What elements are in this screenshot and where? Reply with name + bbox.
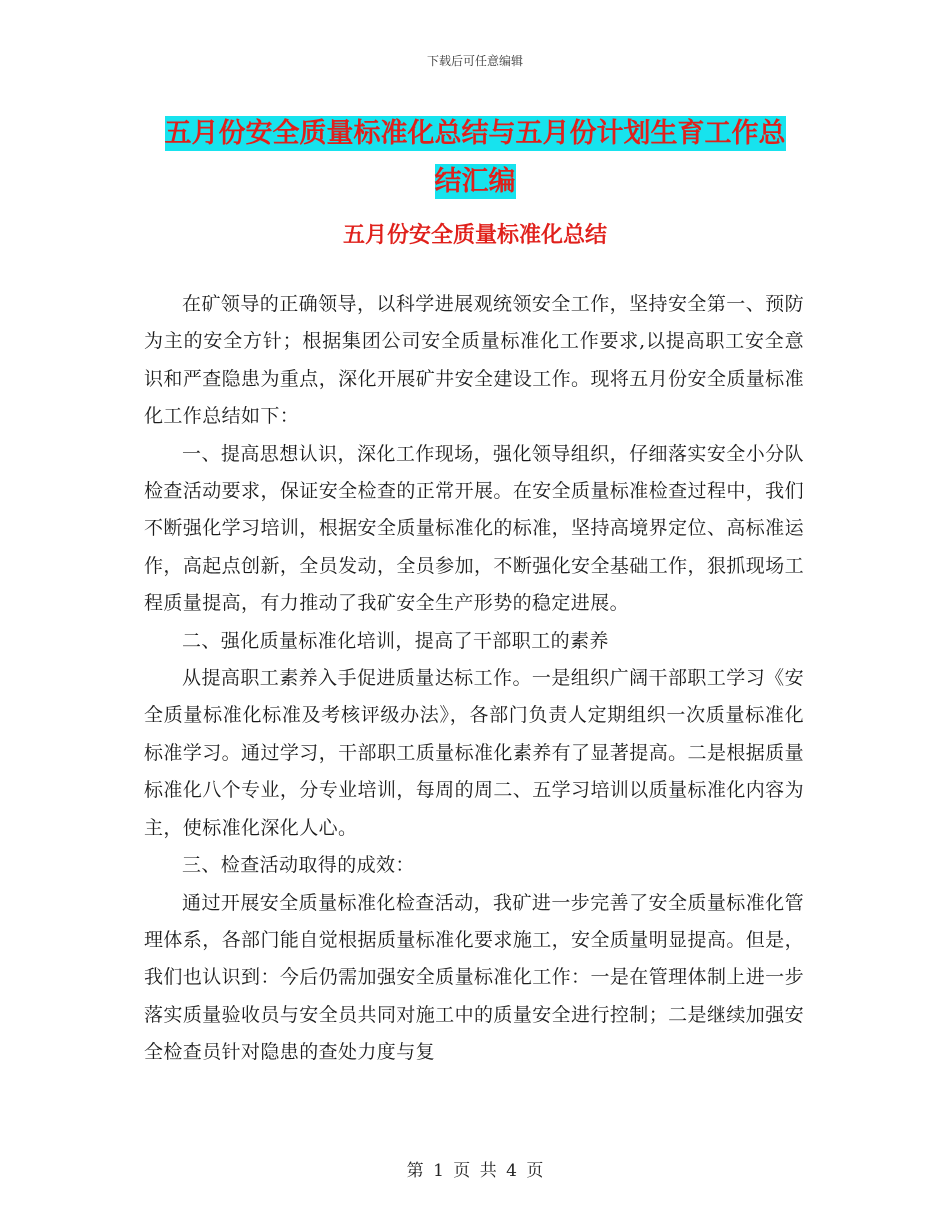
header-note: 下载后可任意编辑 <box>426 54 523 68</box>
section-title: 五月份安全质量标准化总结 <box>342 223 607 248</box>
document-title <box>140 110 810 206</box>
paragraph: 在矿领导的正确领导，以科学进展观统领安全工作，坚持安全第一、预防为主的安全方针；根据集团公司安全质量标准化工作要求,以提高职工安全意识和严查隐患为重点，深化开展矿井安全建设工作。现将五月份安全质量标准化工作总结如下： <box>144 293 804 428</box>
paragraph: 从提高职工素养入手促进质量达标工作。一是组织广阔干部职工学习《安全质量标准化标准及考核评级办法》，各部门负责人定期组织一次质量标准化标准学习。通过学习，干部职工质量标准化素养有了显著提高。二是根据质量标准化八个专业，分专业培训，每周的周二、五学习培训以质量标准化内容为主，使标准化深化人心。 <box>144 667 804 839</box>
paragraph: 二、强化质量标准化培训，提高了干部职工的素养 <box>182 629 609 652</box>
paragraph: 三、检查活动取得的成效： <box>182 854 415 877</box>
paragraph: 通过开展安全质量标准化检查活动，我矿进一步完善了安全质量标准化管理体系，各部门能自觉根据质量标准化要求施工，安全质量明显提高。但是，我们也认识到：今后仍需加强安全质量标准化工作：一是在管理体制上进一步落实质量验收员与安全员共同对施工中的质量安全进行控制；二是继续加强安全检查员针对隐患的查处力度与复 <box>144 891 804 1064</box>
page-footer: 第 1 页 共 4 页 <box>406 1161 544 1181</box>
body-text <box>144 286 804 1072</box>
title-line-2: 结汇编 <box>434 166 516 197</box>
paragraph: 一、提高思想认识，深化工作现场，强化领导组织，仔细落实安全小分队检查活动要求，保证安全检查的正常开展。在安全质量标准检查过程中，我们不断强化学习培训，根据安全质量标准化的标准，坚持高境界定位、高标准运作，高起点创新，全员发动，全员参加，不断强化安全基础工作，狠抓现场工程质量提高，有力推动了我矿安全生产形势的稳定进展。 <box>144 442 804 615</box>
title-line-1: 五月份安全质量标准化总结与五月份计划生育工作总 <box>164 118 786 149</box>
